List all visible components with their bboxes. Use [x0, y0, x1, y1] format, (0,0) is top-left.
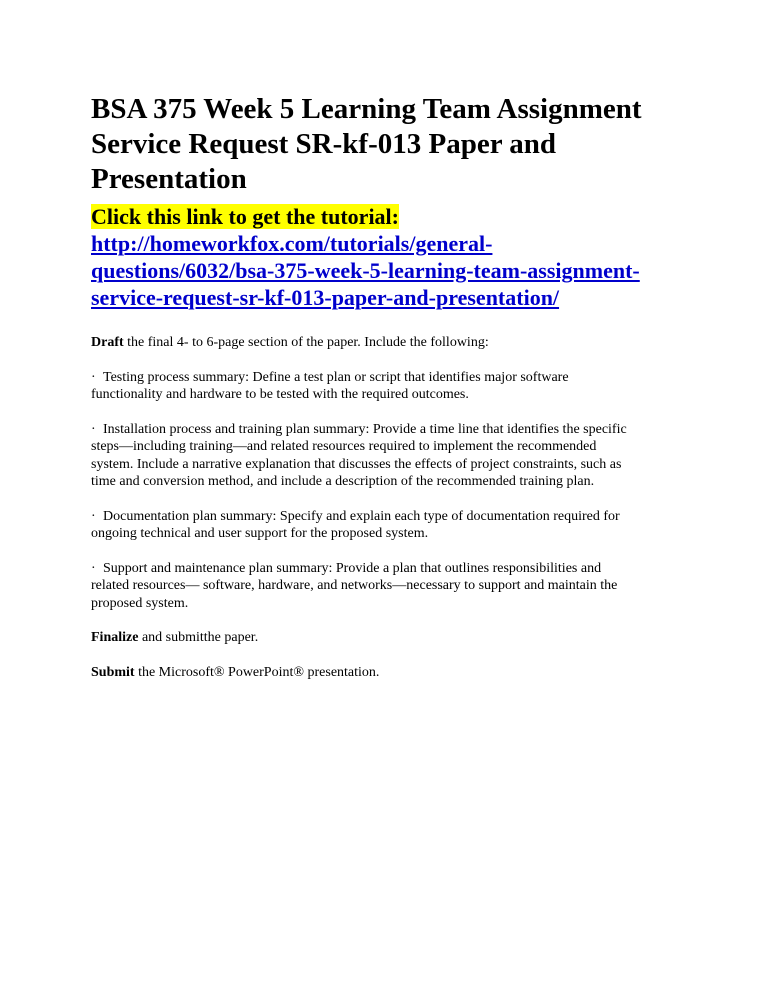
tutorial-callout	[91, 203, 691, 311]
intro-text: the final 4- to 6-page section of the paper. Include the following:	[123, 335, 489, 350]
link-line[interactable]: http://homeworkfox.com/tutorials/general-	[91, 231, 493, 256]
submit-text: the Microsoft® PowerPoint® presentation.	[134, 664, 380, 680]
finalize-paragraph	[91, 629, 691, 647]
bullet-line	[91, 473, 691, 491]
bullet-item	[91, 508, 691, 543]
bullet-dot-icon: ·	[91, 369, 96, 385]
finalize-bold: Finalize	[91, 630, 139, 645]
bullet-text: Documentation plan summary: Specify and explain each type of documentation required for	[103, 508, 620, 524]
bullet-dot-icon: ·	[91, 560, 96, 576]
bullet-line	[91, 369, 691, 387]
intro-paragraph	[91, 334, 691, 352]
submit-paragraph	[91, 664, 691, 682]
title-line: BSA 375 Week 5 Learning Team Assignment	[91, 93, 642, 125]
bullet-list	[91, 369, 691, 613]
bullet-line	[91, 386, 691, 404]
bullet-line	[91, 421, 691, 439]
bullet-text: Installation process and training plan summary: Provide a time line that identifies the specific	[103, 421, 627, 437]
link-line[interactable]: questions/6032/bsa-375-week-5-learning-team-assignment-	[91, 258, 640, 283]
tutorial-link[interactable]	[91, 230, 691, 311]
bullet-text: related resources— software, hardware, and networks—necessary to support and maintain the	[91, 578, 618, 593]
submit-bold: Submit	[91, 664, 135, 680]
document-body	[91, 334, 691, 681]
link-line[interactable]: service-request-sr-kf-013-paper-and-presentation/	[91, 285, 560, 310]
bullet-item	[91, 421, 691, 491]
intro-bold: Draft	[91, 335, 124, 350]
bullet-line	[91, 577, 691, 595]
bullet-text: Testing process summary: Define a test plan or script that identifies major software	[103, 369, 569, 385]
bullet-item	[91, 560, 691, 613]
bullet-line	[91, 595, 691, 613]
document-title	[91, 92, 691, 197]
bullet-text: proposed system.	[91, 595, 189, 611]
bullet-text: Support and maintenance plan summary: Provide a plan that outlines responsibilities and	[103, 560, 602, 576]
bullet-line	[91, 525, 691, 543]
bullet-text: system. Include a narrative explanation that discusses the effects of project constraints, such as	[91, 456, 622, 472]
title-line: Service Request SR-kf-013 Paper and	[91, 128, 557, 160]
bullet-dot-icon: ·	[91, 421, 96, 437]
finalize-text: and submitthe paper.	[138, 630, 259, 645]
bullet-item	[91, 369, 691, 404]
bullet-line	[91, 456, 691, 474]
bullet-line	[91, 508, 691, 526]
bullet-line	[91, 560, 691, 578]
bullet-text: steps—including training—and related resources required to implement the recommended	[91, 439, 597, 454]
bullet-text: time and conversion method, and include a description of the recommended training plan.	[91, 474, 595, 489]
bullet-line	[91, 438, 691, 456]
bullet-text: ongoing technical and user support for the proposed system.	[91, 526, 429, 541]
document-page	[91, 92, 691, 698]
highlighted-cta: Click this link to get the tutorial:	[91, 204, 399, 229]
bullet-text: functionality and hardware to be tested with the required outcomes.	[91, 387, 469, 402]
title-line: Presentation	[91, 163, 247, 195]
bullet-dot-icon: ·	[91, 508, 96, 524]
